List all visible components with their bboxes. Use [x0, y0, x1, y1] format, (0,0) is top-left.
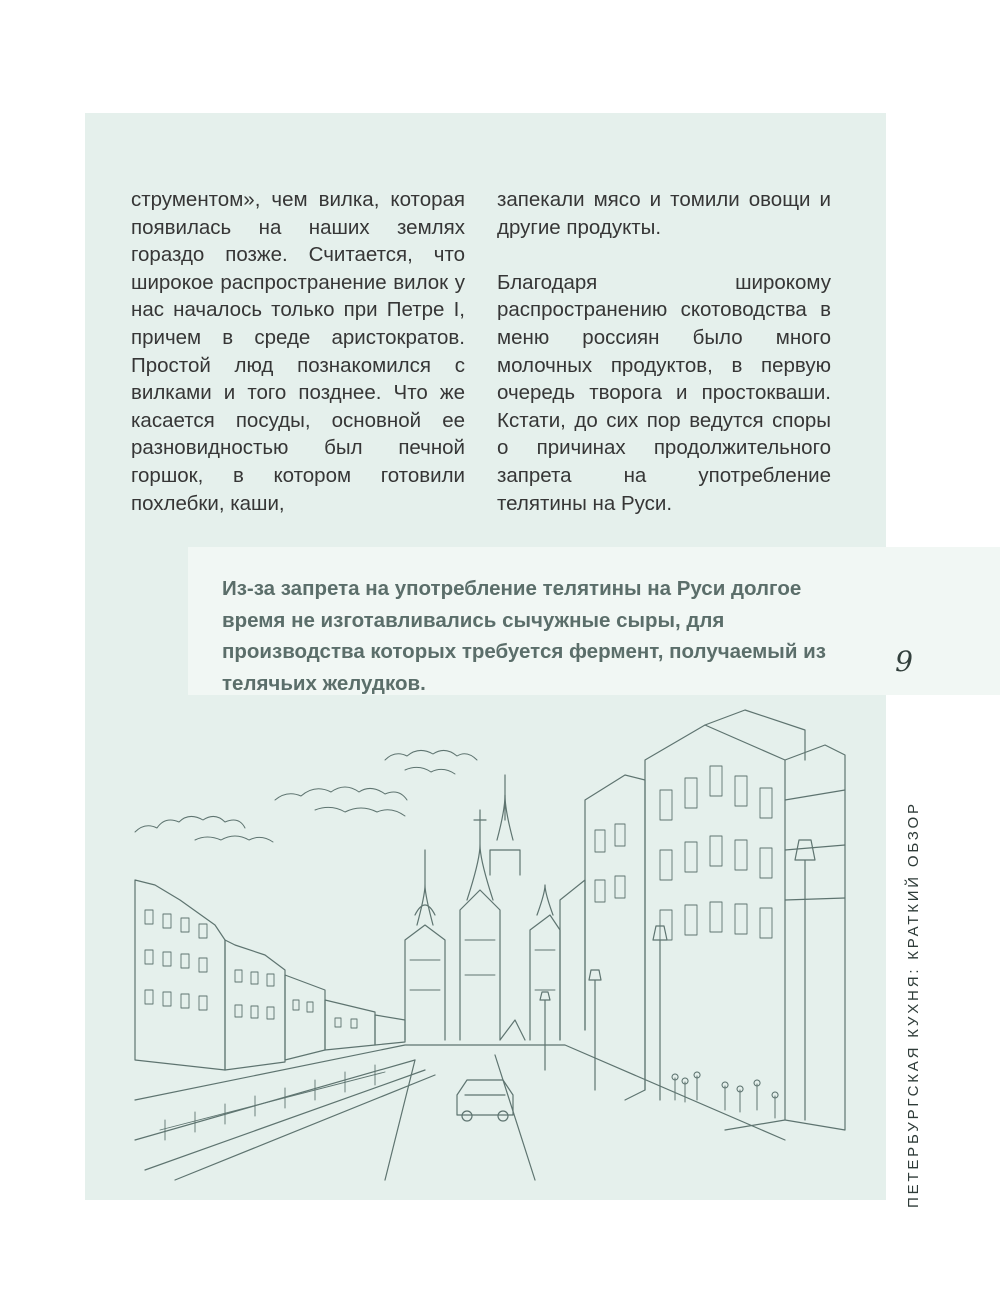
running-title: ПЕТЕРБУРГСКАЯ КУХНЯ: КРАТКИЙ ОБЗОР [905, 801, 922, 1208]
right-buildings [560, 710, 845, 1130]
body-paragraph: струментом», чем вилка, которая появилась на наших землях гораздо позже. Считается, что широкое распространение вилок у нас началось только при Петре I, причем в среде аристократов. Простой люд познакомился с вилками и того позднее. Что же касается посуды, основной ее разновидностью был печной горшок, в котором готовили похлебки, каши, [131, 188, 465, 515]
text-column-right [497, 186, 831, 517]
street-sketch-illustration [85, 700, 886, 1200]
callout-box [188, 547, 1000, 695]
text-column-left [131, 186, 465, 517]
body-paragraph: запекали мясо и томили овощи и другие продукты. [497, 188, 831, 239]
cathedral [405, 775, 560, 1040]
page-number: 9 [895, 645, 913, 678]
body-paragraph: Благодаря широкому распространению скотоводства в меню россиян было много молочных продуктов, в первую очередь творога и простокваши. Кстати, до сих пор ведутся споры о причинах продолжительного запрета на употребление телятины на Руси. [497, 270, 831, 515]
callout-text: Из-за запрета на употребление телятины на Руси долгое время не изготавливались сычужные сыры, для производства которых требуется фермент, получаемый из телячьих желудков. [222, 577, 826, 695]
clouds [135, 750, 477, 842]
left-buildings [135, 880, 405, 1070]
street-and-canal [135, 1045, 785, 1180]
pedestrians [672, 1072, 778, 1118]
